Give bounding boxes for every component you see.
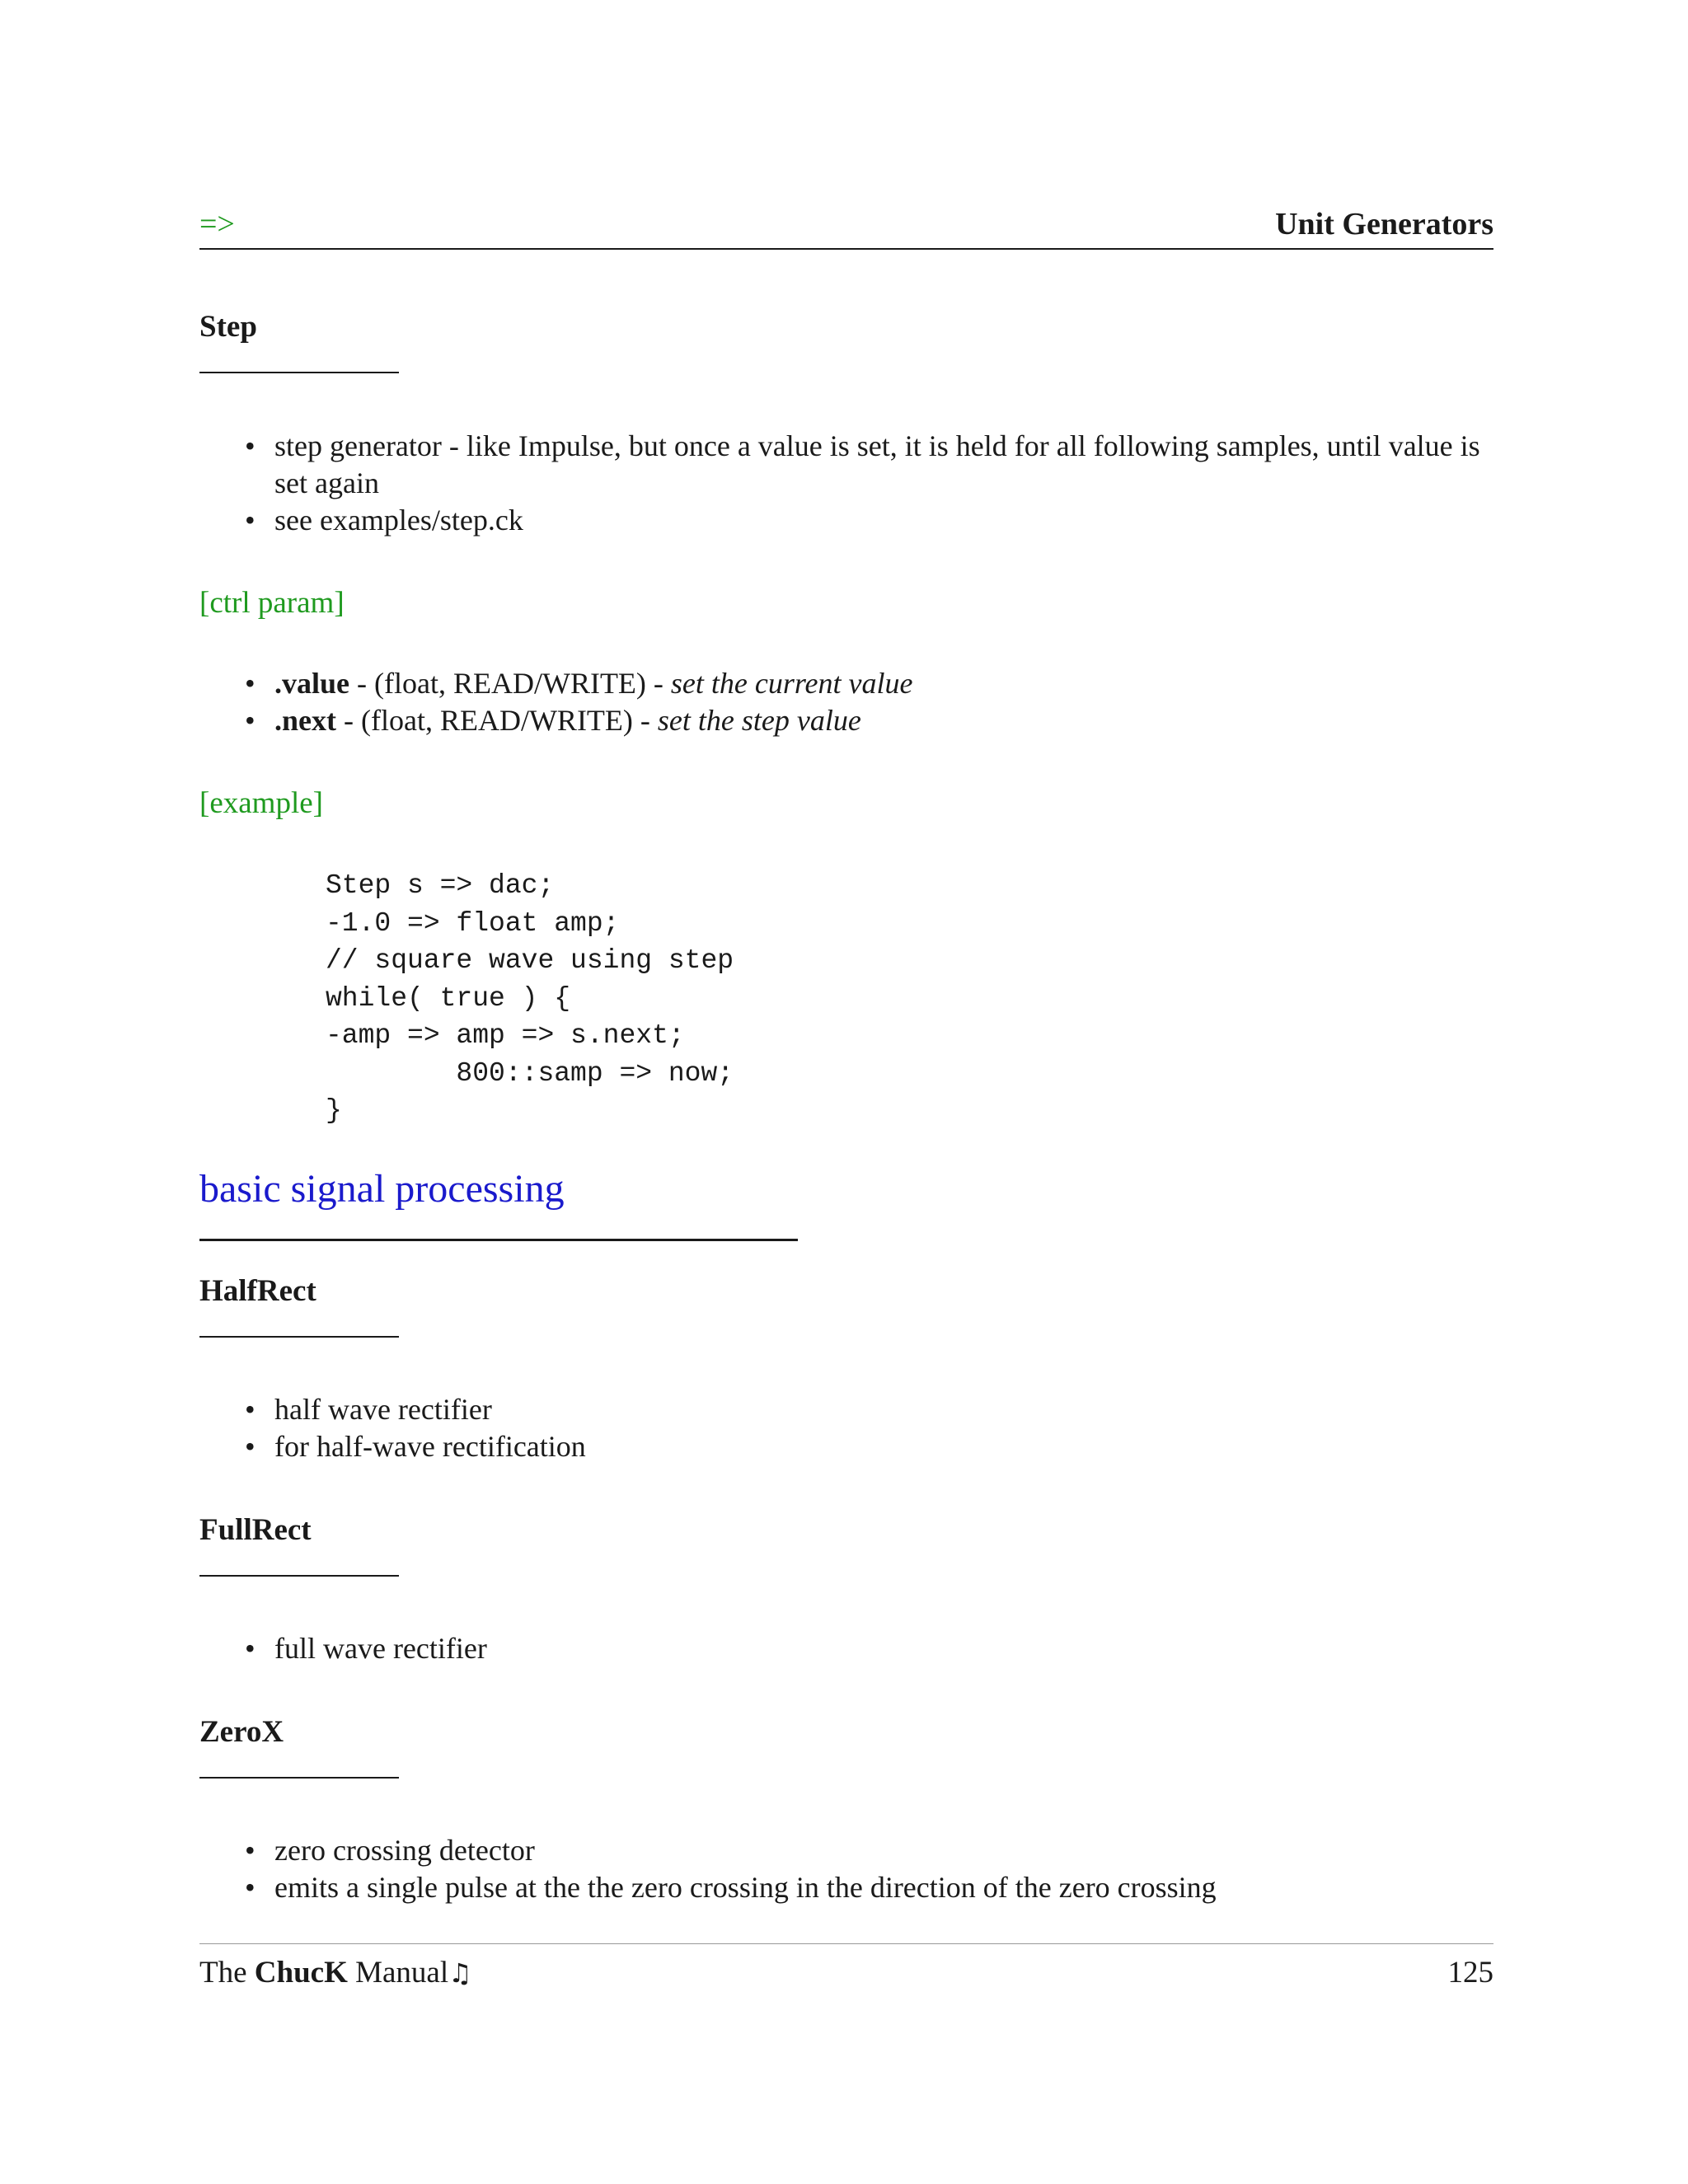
list-item: • step generator - like Impulse, but once a value is set, it is held for all following samples, until value is set again	[245, 428, 1493, 502]
param-description: set the step value	[657, 704, 861, 737]
halfrect-bullets	[245, 1391, 1493, 1465]
step-heading: Step	[199, 310, 257, 344]
step-params	[245, 665, 1493, 739]
header-chapter-title: Unit Generators	[1275, 207, 1493, 241]
header-rule	[199, 248, 1493, 250]
zerox-bullets	[245, 1832, 1493, 1906]
step-ctrl-param-label: [ctrl param]	[199, 586, 345, 620]
list-item: • full wave rectifier	[245, 1630, 1493, 1667]
fullrect-bullets	[245, 1630, 1493, 1667]
fullrect-heading-rule	[199, 1575, 399, 1577]
step-bullets	[245, 428, 1493, 539]
footer-rule	[199, 1943, 1493, 1944]
section-title-rule	[199, 1239, 798, 1241]
step-code-example: Step s => dac; -1.0 => float amp; // square wave using step while( true ) { -amp => amp => s.next; 800::samp => now; }	[326, 870, 734, 1126]
list-item: • for half-wave rectification	[245, 1428, 1493, 1465]
footer-title	[199, 1955, 472, 1990]
halfrect-heading: HalfRect	[199, 1274, 316, 1308]
zerox-heading: ZeroX	[199, 1715, 284, 1749]
param-next	[245, 702, 1493, 739]
step-example-label: [example]	[199, 786, 323, 820]
manual-page	[199, 0, 1493, 2184]
fullrect-heading: FullRect	[199, 1513, 312, 1547]
header-arrow: =>	[199, 207, 235, 241]
param-name: .value	[274, 667, 350, 700]
param-name: .next	[274, 704, 336, 737]
step-heading-rule	[199, 372, 399, 373]
section-title: basic signal processing	[199, 1167, 565, 1211]
list-item: • see examples/step.ck	[245, 502, 1493, 539]
footer-suffix: Manual	[347, 1956, 449, 1990]
list-item: • half wave rectifier	[245, 1391, 1493, 1428]
param-value	[245, 665, 1493, 702]
music-note-icon: ♫	[448, 1957, 472, 1989]
param-description: set the current value	[670, 667, 913, 700]
zerox-heading-rule	[199, 1777, 399, 1779]
halfrect-heading-rule	[199, 1336, 399, 1338]
param-signature: - (float, READ/WRITE) -	[349, 667, 671, 700]
list-item: • zero crossing detector	[245, 1832, 1493, 1869]
list-item: • emits a single pulse at the the zero crossing in the direction of the zero crossing	[245, 1869, 1493, 1906]
param-signature: - (float, READ/WRITE) -	[336, 704, 658, 737]
footer-prefix: The	[199, 1956, 255, 1990]
footer-brand: ChucK	[254, 1956, 348, 1990]
page-number: 125	[1447, 1956, 1493, 1990]
